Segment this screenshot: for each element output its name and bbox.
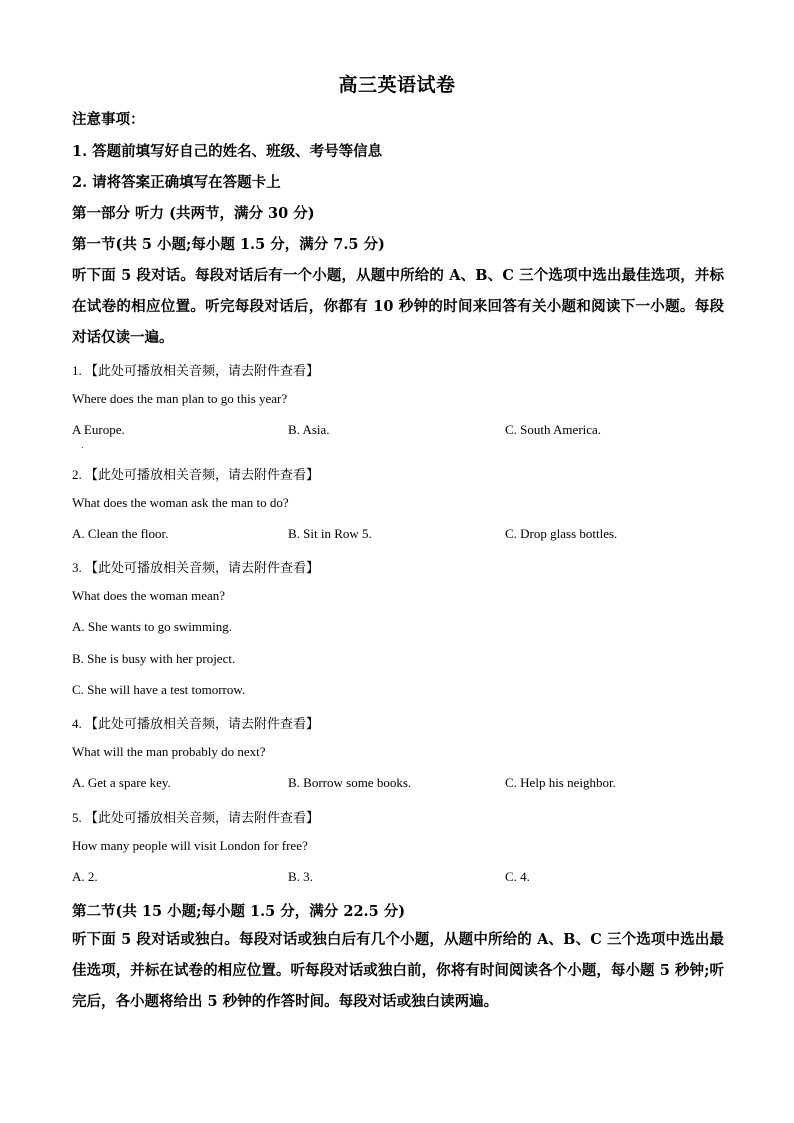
question-4-option-a[interactable]: A. Get a spare key. (72, 775, 171, 790)
question-1-audio[interactable]: 1. 【此处可播放相关音频，请去附件查看】 (72, 363, 320, 378)
section2-heading: 第二节(共 15 小题;每小题 1.5 分，满分 22.5 分) (72, 903, 406, 920)
question-3-option-a[interactable]: A. She wants to go swimming. (72, 619, 232, 634)
question-5-option-c[interactable]: C. 4. (505, 869, 530, 884)
section1-heading: 第一节(共 5 小题;每小题 1.5 分，满分 7.5 分) (72, 236, 385, 253)
question-4-text: What will the man probably do next? (72, 744, 266, 759)
question-5-option-a[interactable]: A. 2. (72, 869, 98, 884)
question-1-option-c[interactable]: C. South America. (505, 422, 602, 437)
notice-heading: 注意事项： (72, 111, 145, 128)
question-1-option-a[interactable]: A Europe. (72, 422, 125, 437)
question-4-option-b[interactable]: B. Borrow some books. (288, 775, 412, 790)
question-5-option-b[interactable]: B. 3. (288, 869, 313, 884)
page-title: 高三英语试卷 (338, 74, 456, 96)
question-3-audio[interactable]: 3. 【此处可播放相关音频，请去附件查看】 (72, 560, 320, 575)
question-2-option-b[interactable]: B. Sit in Row 5. (288, 526, 372, 541)
notice-item-1: 1. 答题前填写好自己的姓名、班级、考号等信息 (72, 143, 383, 160)
question-3-option-c[interactable]: C. She will have a test tomorrow. (72, 682, 246, 697)
section1-instructions: 听下面 5 段对话。每段对话后有一个小题，从题中所给的 A、B、C 三个选项中选出最佳选项，并标在试卷的相应位置。听完每段对话后，你都有 10 秒钟的时间来回答有关小题和阅读下一小题。每段对话仅读一遍。 (72, 267, 724, 346)
question-1-option-b[interactable]: B. Asia. (288, 422, 330, 437)
question-1-text: Where does the man plan to go this year? (72, 391, 288, 406)
question-3-text: What does the woman mean? (72, 588, 226, 603)
question-4-audio[interactable]: 4. 【此处可播放相关音频，请去附件查看】 (72, 716, 320, 731)
question-4-option-c[interactable]: C. Help his neighbor. (505, 775, 616, 790)
part1-heading: 第一部分 听力 (共两节，满分 30 分) (72, 205, 315, 222)
section2-instructions: 听下面 5 段对话或独白。每段对话或独白后有几个小题，从题中所给的 A、B、C 三个选项中选出最佳选项，并标在试卷的相应位置。听每段对话或独白前，你将有时间阅读各个小题，每小题 5 秒钟;听完后，各小题将给出 5 秒钟的作答时间。每段对话或独白读两遍。 (72, 931, 724, 1010)
question-2-audio[interactable]: 2. 【此处可播放相关音频，请去附件查看】 (72, 467, 320, 482)
notice-item-2: 2. 请将答案正确填写在答题卡上 (72, 174, 281, 191)
question-5-audio[interactable]: 5. 【此处可播放相关音频，请去附件查看】 (72, 810, 320, 825)
question-5-text: How many people will visit London for free? (72, 838, 308, 853)
question-3-option-b[interactable]: B. She is busy with her project. (72, 651, 236, 666)
question-2-option-a[interactable]: A. Clean the floor. (72, 526, 169, 541)
question-2-text: What does the woman ask the man to do? (72, 495, 289, 510)
question-2-option-c[interactable]: C. Drop glass bottles. (505, 526, 618, 541)
stray-dot-mark: . (81, 441, 84, 450)
